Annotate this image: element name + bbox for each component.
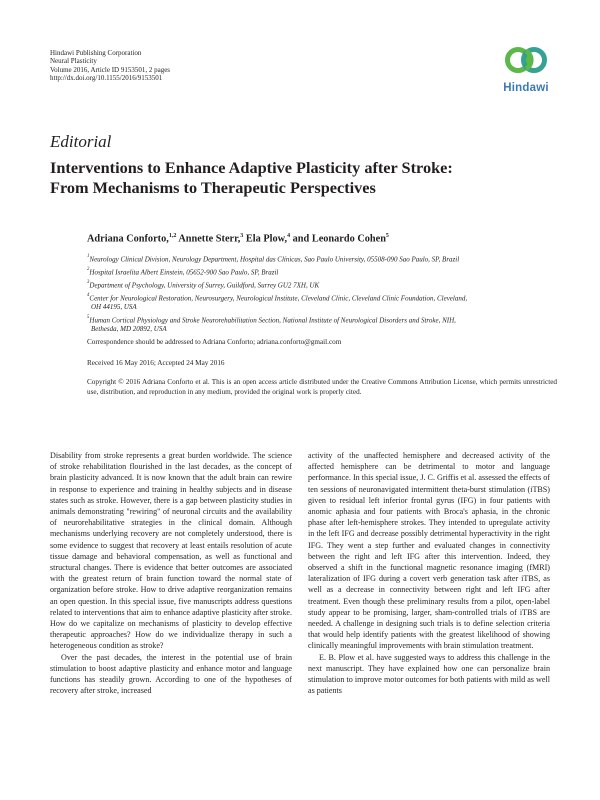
body-paragraph: Over the past decades, the interest in the potential use of brain stimulation to boost adaptive plasticity and enhance motor and language functions has steadily grown. According to one of the hypotheses of recovery after stroke, increased bbox=[50, 652, 292, 696]
section-label: Editorial bbox=[50, 132, 112, 151]
author-affil-sup: 3 bbox=[240, 233, 244, 239]
volume-info: Volume 2016, Article ID 9153501, 2 pages bbox=[50, 65, 171, 74]
author-list bbox=[87, 233, 389, 244]
body-column-left bbox=[50, 450, 292, 696]
affiliation-list bbox=[87, 253, 557, 336]
article-title bbox=[50, 158, 560, 197]
journal-name: Neural Plasticity bbox=[50, 57, 97, 66]
body-column-right bbox=[308, 450, 550, 696]
body-paragraph: activity of the unaffected hemisphere and decreased activity of the affected hemisphere can be detrimental to motor and language performance. In this special issue, J. C. Griffis et al. assessed the effects of ten sessions of neuronavigated intermittent theta-burst stimulation (iTBS) given to residual left inferior frontal gyrus (IFG) in four patients with anomic aphasia and four patients with Broca's aphasia, in the chronic phase after left-hemisphere strokes. They intended to upregulate activity in the left IFG and decrease possibly detrimental hyperactivity in the right IFG. They went a step further and evaluated changes in connectivity between the right and left IFG after this intervention. Indeed, they observed a shift in the functional magnetic resonance imaging (fMRI) lateralization of IFG during a covert verb generation task after iTBS, as well as a decrease in connectivity between right and left IFG after treatment. Even though these preliminary results from a pilot, open-label study appear to be promising, larger, sham-controlled trials of iTBS are needed. A challenge in designing such trials is to define selection criteria that would help identify patients with the greatest likelihood of showing clinically meaningful improvements with brain stimulation treatment. bbox=[308, 451, 550, 651]
doi-link[interactable]: http://dx.doi.org/10.1155/2016/9153501 bbox=[50, 73, 163, 82]
hindawi-logo-icon bbox=[501, 40, 551, 80]
copyright-notice: Copyright © 2016 Adriana Conforto et al. This is an open access article distributed under the Creative Commons Attribution License, which permits unrestricted use, distribution, and reproduction in any medium, provided the original work is properly cited. bbox=[87, 378, 557, 396]
author-name: Adriana Conforto, bbox=[87, 233, 169, 245]
author-affil-sup: 4 bbox=[287, 233, 291, 239]
logo-text: Hindawi bbox=[503, 82, 549, 94]
received-accepted-dates: Received 16 May 2016; Accepted 24 May 2016 bbox=[87, 359, 225, 367]
body-paragraph: E. B. Plow et al. have suggested ways to address this challenge in the next manuscript. They have explained how one can personalize brain stimulation to improve motor outcomes for both patients with mild as well as patients bbox=[308, 652, 550, 696]
author-affil-sup: 1,2 bbox=[168, 233, 177, 239]
affiliation-item: $^4$Center for Neurological Restoration, Neurosurgery, Neurological Institute, Cleveland Clinic, Cleveland Clinic Foundation, Cleveland, OH 44195, USA bbox=[87, 292, 468, 312]
title-line-1: Interventions to Enhance Adaptive Plasticity after Stroke: bbox=[50, 158, 453, 177]
affiliation-item: $^3$Department of Psychology, University of Surrey, Guildford, Surrey GU2 7XH, UK bbox=[87, 279, 320, 290]
publisher-name: Hindawi Publishing Corporation bbox=[50, 49, 142, 57]
journal-header bbox=[50, 49, 170, 82]
author-name: and Leonardo Cohen bbox=[292, 233, 386, 245]
affiliation-item: $^2$Hospital Israelita Albert Einstein, 05652-900 Sao Paulo, SP, Brazil bbox=[87, 266, 279, 277]
affiliation-item: $^1$Neurology Clinical Division, Neurology Department, Hospital das Clínicas, Sao Paulo University, 05508-090 Sao Paulo, SP, Brazil bbox=[87, 254, 460, 264]
author-name: Ela Plow, bbox=[245, 233, 288, 245]
correspondence-line: Correspondence should be addressed to Adriana Conforto; adriana.conforto@gmail.com bbox=[87, 338, 342, 346]
body-paragraph: Disability from stroke represents a great burden worldwide. The science of stroke rehabilitation flourished in the last decades, as the concept of brain plasticity advanced. It is now known that the adult brain can rewire in response to experience and training in healthy subjects and in disease states such as stroke. However, there is a gap between plasticity studies in animals demonstrating "rewiring" of neuronal circuits and the availability of neurorehabilitative strategies in the clinical domain. Although mechanisms underlying recovery are not completely understood, there is some evidence to suggest that recovery at least entails resolution of acute tissue damage and behavioral compensation, as well as functional and structural changes. There is evidence that better outcomes are associated with the greatest return of brain function toward the normal state of organization before stroke. How to drive adaptive reorganization remains an open question. In this special issue, five manuscripts address questions related to interventions that aim to enhance adaptive plasticity after stroke. How do we capitalize on mechanisms of plasticity to develop effective therapeutic approaches? How do we individualize therapy in such a heterogeneous condition as stroke? bbox=[50, 451, 292, 651]
affiliation-item: $^5$Human Cortical Physiology and Stroke Neurorehabilitation Section, National Institute of Neurological Disorders and Stroke, NIH, Bethesda, MD 20892, USA bbox=[87, 314, 456, 334]
title-line-2: From Mechanisms to Therapeutic Perspectives bbox=[50, 177, 376, 197]
publisher-logo bbox=[499, 40, 553, 104]
author-name: Annette Sterr, bbox=[178, 233, 241, 245]
author-affil-sup: 5 bbox=[385, 233, 389, 239]
